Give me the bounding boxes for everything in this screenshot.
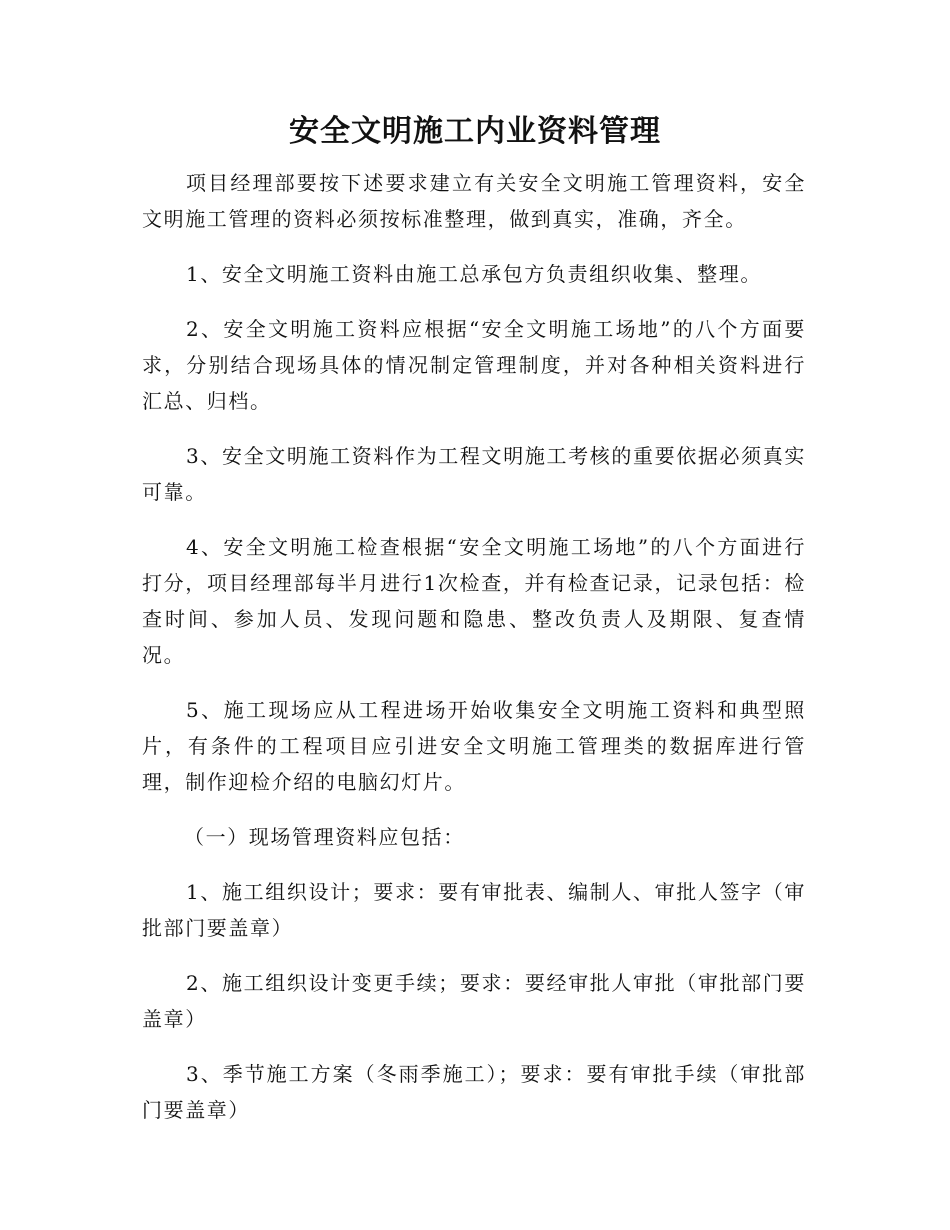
paragraph-item-4: 4、安全文明施工检查根据“安全文明施工场地”的八个方面进行打分，项目经理部每半月进行1次检查，并有检查记录，记录包括：检查时间、参加人员、发现问题和隐患、整改负责人及期限、复查情况。 <box>142 535 806 667</box>
site-item-3: 3、季节施工方案（冬雨季施工）；要求：要有审批手续（审批部门要盖章） <box>142 1062 806 1122</box>
paragraph-item-2: 2、安全文明施工资料应根据“安全文明施工场地”的八个方面要求，分别结合现场具体的情况制定管理制度，并对各种相关资料进行汇总、归档。 <box>142 317 806 413</box>
section-heading-site-management: （一）现场管理资料应包括： <box>184 825 465 849</box>
paragraph-item-3: 3、安全文明施工资料作为工程文明施工考核的重要依据必须真实可靠。 <box>142 444 806 504</box>
paragraph-item-5: 5、施工现场应从工程进场开始收集安全文明施工资料和典型照片，有条件的工程项目应引进安全文明施工管理类的数据库进行管理，制作迎检介绍的电脑幻灯片。 <box>142 698 806 794</box>
document-body <box>142 165 806 1147</box>
document-title: 安全文明施工内业资料管理 <box>289 114 661 149</box>
site-item-1: 1、施工组织设计；要求：要有审批表、编制人、审批人签字（审批部门要盖章） <box>142 880 806 940</box>
site-item-2: 2、施工组织设计变更手续；要求：要经审批人审批（审批部门要盖章） <box>142 971 806 1031</box>
paragraph-item-1: 1、安全文明施工资料由施工总承包方负责组织收集、整理。 <box>186 262 762 286</box>
intro-paragraph: 项目经理部要按下述要求建立有关安全文明施工管理资料，安全文明施工管理的资料必须按标准整理，做到真实，准确，齐全。 <box>142 171 806 231</box>
